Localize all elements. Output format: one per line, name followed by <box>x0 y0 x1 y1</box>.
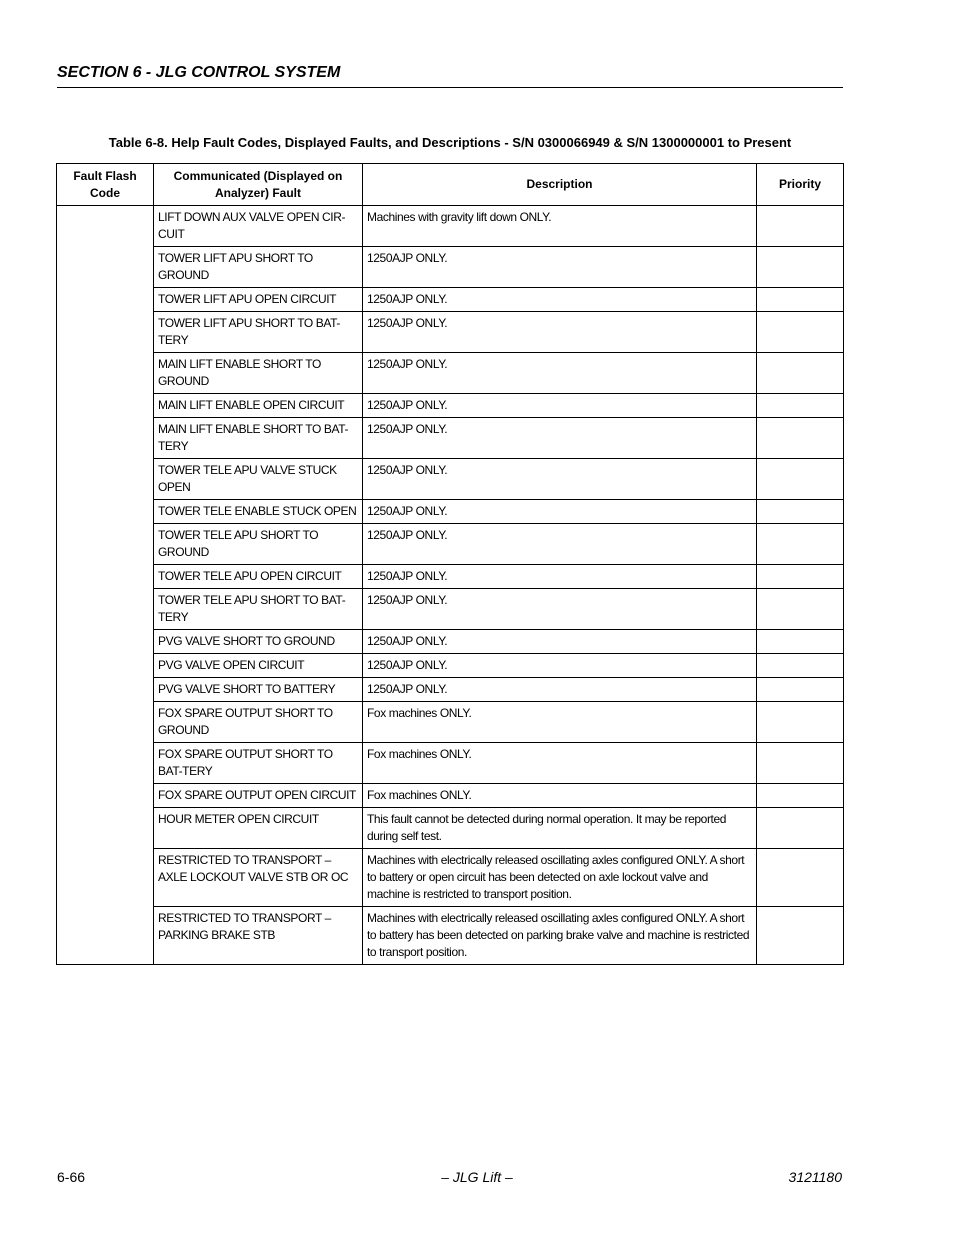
fault-cell: MAIN LIFT ENABLE OPEN CIRCUIT <box>154 394 363 418</box>
description-cell: 1250AJP ONLY. <box>363 353 757 394</box>
table-row <box>57 654 844 678</box>
priority-cell <box>757 589 844 630</box>
fault-cell: MAIN LIFT ENABLE SHORT TO BAT-TERY <box>154 418 363 459</box>
description-cell: 1250AJP ONLY. <box>363 630 757 654</box>
priority-cell <box>757 702 844 743</box>
fault-cell: TOWER TELE ENABLE STUCK OPEN <box>154 500 363 524</box>
table-row <box>57 353 844 394</box>
table-row <box>57 206 844 247</box>
table-row <box>57 784 844 808</box>
table-row <box>57 312 844 353</box>
fault-cell: RESTRICTED TO TRANSPORT – AXLE LOCKOUT VALVE STB OR OC <box>154 849 363 907</box>
priority-cell <box>757 206 844 247</box>
column-header-priority: Priority <box>757 164 844 206</box>
table-row <box>57 907 844 965</box>
description-cell: Fox machines ONLY. <box>363 784 757 808</box>
fault-cell: MAIN LIFT ENABLE SHORT TO GROUND <box>154 353 363 394</box>
table-row <box>57 808 844 849</box>
description-cell: 1250AJP ONLY. <box>363 394 757 418</box>
table-row <box>57 565 844 589</box>
fault-code-table <box>56 163 844 965</box>
document-number: 3121180 <box>788 1169 842 1185</box>
fault-cell: TOWER TELE APU SHORT TO GROUND <box>154 524 363 565</box>
description-cell: Machines with electrically released oscillating axles configured ONLY. A short to battery or open circuit has been detected on axle lockout valve and machine is restricted to transport position. <box>363 849 757 907</box>
table-row <box>57 500 844 524</box>
fault-cell: FOX SPARE OUTPUT SHORT TO BAT-TERY <box>154 743 363 784</box>
description-cell: 1250AJP ONLY. <box>363 288 757 312</box>
priority-cell <box>757 678 844 702</box>
description-cell: 1250AJP ONLY. <box>363 247 757 288</box>
table-row <box>57 394 844 418</box>
priority-cell <box>757 784 844 808</box>
description-cell: 1250AJP ONLY. <box>363 654 757 678</box>
page-number: 6-66 <box>57 1169 86 1185</box>
fault-cell: FOX SPARE OUTPUT OPEN CIRCUIT <box>154 784 363 808</box>
priority-cell <box>757 524 844 565</box>
description-cell: 1250AJP ONLY. <box>363 500 757 524</box>
priority-cell <box>757 353 844 394</box>
table-row <box>57 247 844 288</box>
priority-cell <box>757 743 844 784</box>
table-row <box>57 288 844 312</box>
fault-cell: TOWER TELE APU SHORT TO BAT-TERY <box>154 589 363 630</box>
description-cell: Machines with gravity lift down ONLY. <box>363 206 757 247</box>
footer-brand: – JLG Lift – <box>441 1169 513 1185</box>
fault-cell: FOX SPARE OUTPUT SHORT TO GROUND <box>154 702 363 743</box>
priority-cell <box>757 459 844 500</box>
table-row <box>57 630 844 654</box>
priority-cell <box>757 418 844 459</box>
column-header-description: Description <box>363 164 757 206</box>
fault-cell: PVG VALVE OPEN CIRCUIT <box>154 654 363 678</box>
priority-cell <box>757 849 844 907</box>
section-header: SECTION 6 - JLG CONTROL SYSTEM <box>57 64 843 88</box>
table-row <box>57 418 844 459</box>
priority-cell <box>757 394 844 418</box>
priority-cell <box>757 630 844 654</box>
fault-cell: TOWER TELE APU OPEN CIRCUIT <box>154 565 363 589</box>
description-cell: 1250AJP ONLY. <box>363 418 757 459</box>
priority-cell <box>757 907 844 965</box>
fault-cell: TOWER LIFT APU OPEN CIRCUIT <box>154 288 363 312</box>
description-cell: 1250AJP ONLY. <box>363 459 757 500</box>
description-cell: Fox machines ONLY. <box>363 743 757 784</box>
table-row <box>57 702 844 743</box>
description-cell: 1250AJP ONLY. <box>363 565 757 589</box>
priority-cell <box>757 500 844 524</box>
priority-cell <box>757 565 844 589</box>
table-title: Table 6-8. Help Fault Codes, Displayed Faults, and Descriptions - S/N 0300066949 & S/N 1300000001 to Present <box>108 135 792 150</box>
description-cell: 1250AJP ONLY. <box>363 678 757 702</box>
column-header-communicated-fault: Communicated (Displayed on Analyzer) Fault <box>154 164 363 206</box>
table-row <box>57 849 844 907</box>
fault-cell: LIFT DOWN AUX VALVE OPEN CIR-CUIT <box>154 206 363 247</box>
description-cell: 1250AJP ONLY. <box>363 312 757 353</box>
priority-cell <box>757 654 844 678</box>
table-row <box>57 743 844 784</box>
priority-cell <box>757 247 844 288</box>
description-cell: 1250AJP ONLY. <box>363 589 757 630</box>
priority-cell <box>757 288 844 312</box>
description-cell: 1250AJP ONLY. <box>363 524 757 565</box>
table-row <box>57 524 844 565</box>
table-row <box>57 678 844 702</box>
description-cell: Fox machines ONLY. <box>363 702 757 743</box>
description-cell: Machines with electrically released oscillating axles configured ONLY. A short to battery has been detected on parking brake valve and machine is restricted to transport position. <box>363 907 757 965</box>
table-body <box>57 206 844 965</box>
priority-cell <box>757 312 844 353</box>
fault-cell: TOWER LIFT APU SHORT TO GROUND <box>154 247 363 288</box>
fault-cell: HOUR METER OPEN CIRCUIT <box>154 808 363 849</box>
fault-flash-code-cell <box>57 206 154 965</box>
table-row <box>57 589 844 630</box>
fault-cell: TOWER TELE APU VALVE STUCK OPEN <box>154 459 363 500</box>
fault-cell: PVG VALVE SHORT TO GROUND <box>154 630 363 654</box>
table-row <box>57 459 844 500</box>
description-cell: This fault cannot be detected during normal operation. It may be reported during self test. <box>363 808 757 849</box>
fault-cell: RESTRICTED TO TRANSPORT – PARKING BRAKE STB <box>154 907 363 965</box>
fault-cell: TOWER LIFT APU SHORT TO BAT-TERY <box>154 312 363 353</box>
table-header-row <box>57 164 844 206</box>
priority-cell <box>757 808 844 849</box>
column-header-fault-flash-code: Fault Flash Code <box>57 164 154 206</box>
fault-cell: PVG VALVE SHORT TO BATTERY <box>154 678 363 702</box>
